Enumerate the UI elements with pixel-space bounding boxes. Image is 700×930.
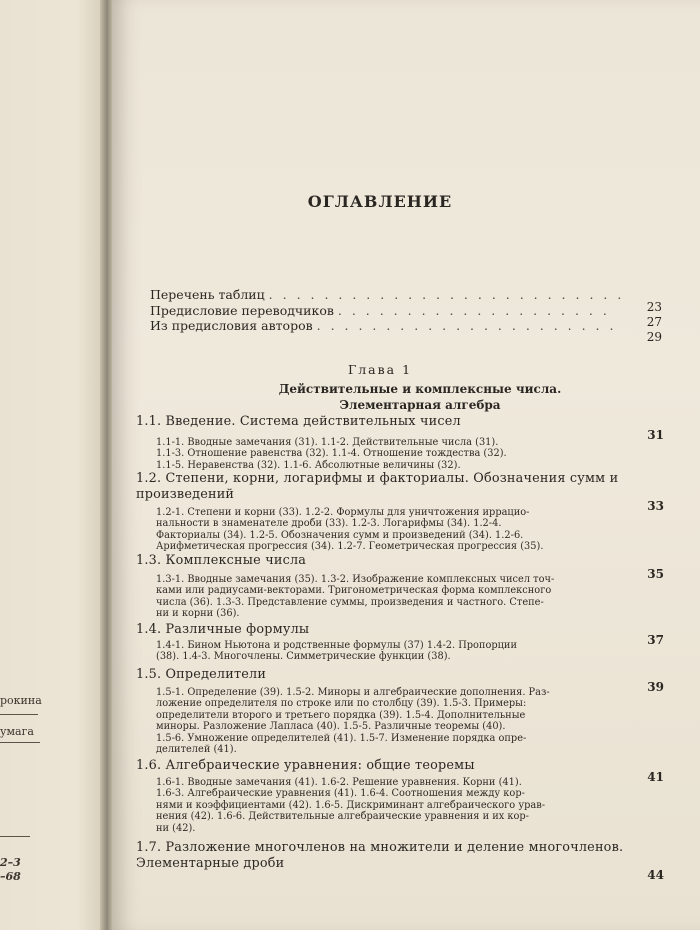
front-matter-page: 29	[646, 330, 662, 344]
front-matter-page: 23	[646, 300, 662, 314]
subsection-list: 1.3-1. Вводные замечания (35). 1.3-2. Изображение комплексных чисел точ- ками или радиусами-векторами. Тригонометрическая форма комплексного числа (36). 1.3-3. Представление суммы, произведения и частного. Степе- ни и корни (36).	[156, 574, 555, 620]
section-page: 33	[647, 499, 664, 513]
section-title: 1.6. Алгебраические уравнения: общие теоремы	[136, 758, 475, 773]
subsection-list: 1.6-1. Вводные замечания (41). 1.6-2. Решение уравнения. Корни (41). 1.6-3. Алгебраические уравнения (41). 1.6-4. Соотношения между кор- нями и коэффициентами (42). 1.6-5. Дискриминант алгебраического урав- нения (42). 1.6-6. Действительные алгебраические уравнения и их кор- ни (42).	[156, 777, 546, 834]
subsection-list: 1.4-1. Бином Ньютона и родственные формулы (37) 1.4-2. Пропорции (38). 1.4-3. Многочлены. Симметрические функции (38).	[156, 640, 517, 663]
section-title: 1.7. Разложение многочленов на множители и деление многочленов. Элементарные дроби	[136, 840, 624, 871]
leader-dots: . . . . . . . . . . . . . . . . . . . . . . . . . .	[268, 287, 625, 302]
section-page: 35	[647, 567, 664, 581]
page-title: ОГЛАВЛЕНИЕ	[307, 192, 453, 211]
margin-fragment: умага	[0, 725, 34, 738]
chapter-label: Глава 1	[347, 362, 413, 377]
front-matter-page: 27	[646, 315, 662, 329]
section-title: 1.5. Определители	[136, 667, 267, 682]
front-matter-item: Предисловие переводчиков . . . . . . . . . . . . . . . . . . . .	[150, 303, 610, 318]
section-page: 41	[647, 770, 664, 784]
subsection-list: 1.2-1. Степени и корни (33). 1.2-2. Формулы для уничтожения иррацио- нальности в знаменателе дроби (33). 1.2-3. Логарифмы (34). 1.2-4. Факториалы (34). 1.2-5. Обозначения сумм и произведений (34). 1.2-6. Арифметическая прогрессия (34). 1.2-7. Геометрическая прогрессия (35).	[156, 507, 544, 553]
section-page: 31	[647, 428, 664, 442]
subsection-list: 1.1-1. Вводные замечания (31). 1.1-2. Действительные числа (31). 1.1-3. Отношение равенства (32). 1.1-4. Отношение тождества (32). 1.1-5. Неравенства (32). 1.1-6. Абсолютные величины (32).	[156, 437, 507, 471]
section-title: 1.1. Введение. Система действительных чисел	[136, 414, 461, 429]
chapter-title-line: Действительные и комплексные числа.	[278, 382, 562, 396]
front-matter-item: Из предисловия авторов . . . . . . . . . . . . . . . . . . . . . .	[150, 318, 617, 333]
leader-dots: . . . . . . . . . . . . . . . . . . . . . .	[316, 318, 617, 333]
section-title: 1.2. Степени, корни, логарифмы и факториалы. Обозначения сумм и произведений	[136, 471, 619, 502]
margin-fragment: 2–3	[0, 856, 21, 869]
section-title: 1.3. Комплексные числа	[136, 553, 307, 568]
chapter-title-line: Элементарная алгебра	[339, 398, 501, 412]
margin-fragment: рокина	[0, 694, 42, 707]
section-page: 37	[647, 633, 664, 647]
section-page: 44	[647, 868, 664, 882]
subsection-list: 1.5-1. Определение (39). 1.5-2. Миноры и алгебраические дополнения. Раз- ложение определителя по строке или по столбцу (39). 1.5-3. Примеры: определители второго и третьего порядка (39). 1.5-4. Дополнительные миноры. Разложение Лапласа (40). 1.5-5. Различные теоремы (40). 1.5-6. Умножение определителей (41). 1.5-7. Изменение порядка опре- делителей (41).	[156, 687, 550, 756]
section-title: 1.4. Различные формулы	[136, 622, 310, 637]
front-matter-item: Перечень таблиц . . . . . . . . . . . . . . . . . . . . . . . . . .	[150, 287, 625, 302]
margin-fragment: –68	[0, 870, 21, 883]
section-page: 39	[647, 680, 664, 694]
leader-dots: . . . . . . . . . . . . . . . . . . . .	[337, 303, 610, 318]
